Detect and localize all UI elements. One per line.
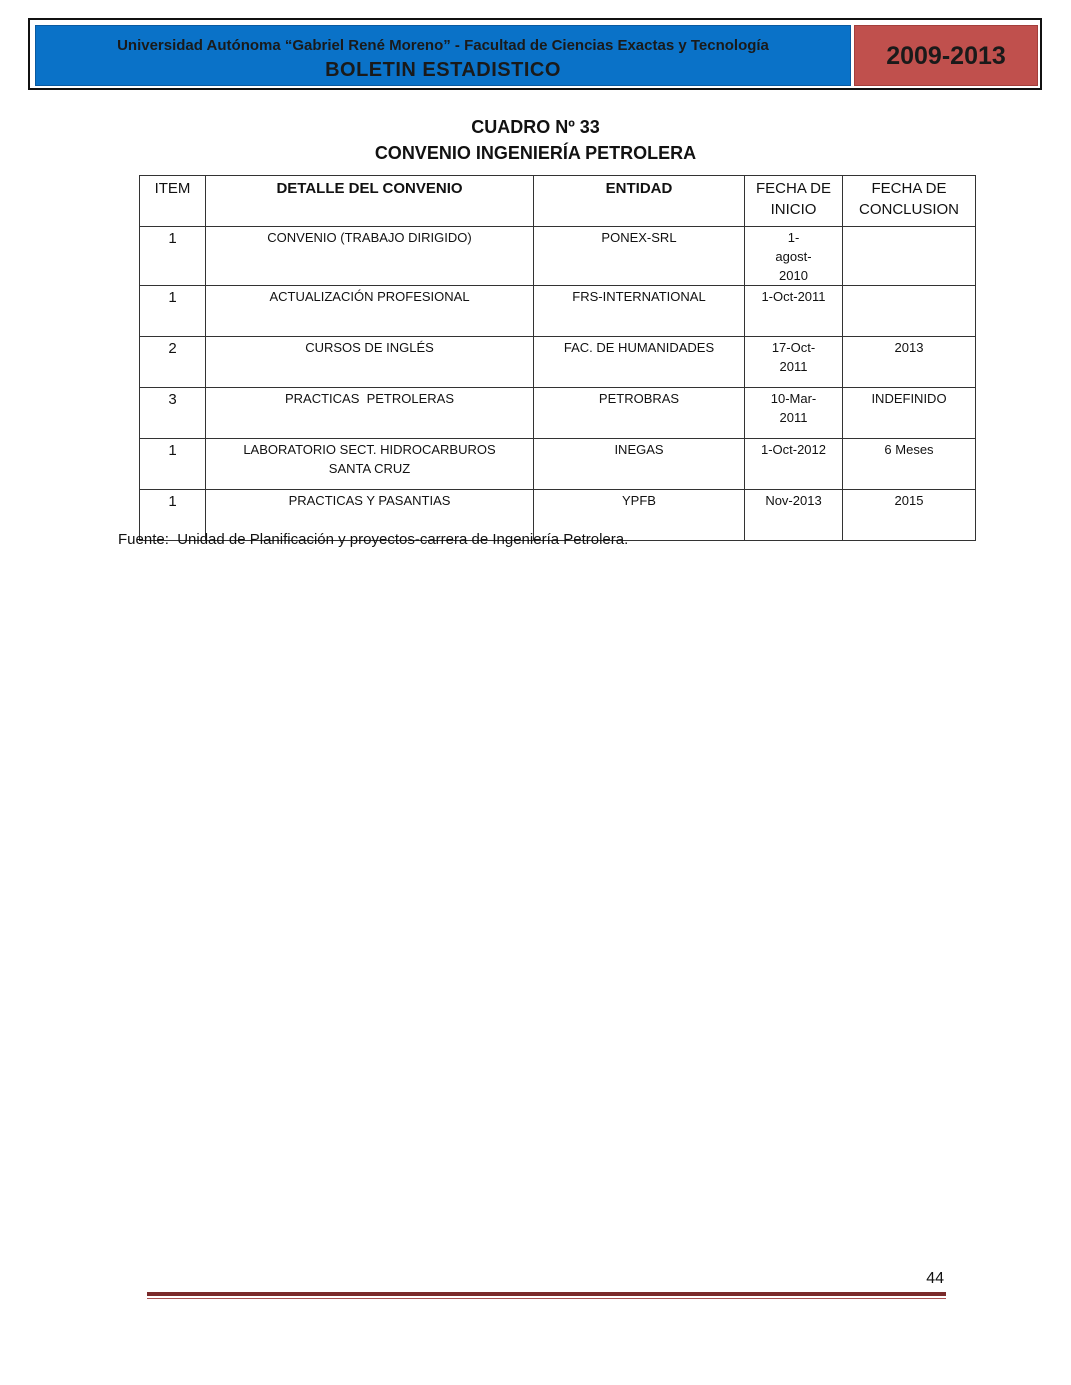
years-range: 2009-2013 [886,42,1006,70]
cell-fecha-inicio: 1-Oct-2012 [745,439,843,490]
table-row [140,388,976,439]
university-name: Universidad Autónoma “Gabriel René Moreno” - Facultad de Ciencias Exactas y Tecnología [117,37,769,54]
cell-entidad: PONEX-SRL [534,227,745,286]
table-row [140,439,976,490]
footer-rule [147,1292,946,1296]
cell-entidad: PETROBRAS [534,388,745,439]
cell-detalle: CURSOS DE INGLÉS [206,337,534,388]
footer-rule-thin [147,1298,946,1299]
table-row [140,337,976,388]
cell-fecha-inicio: 17-Oct-2011 [745,337,843,388]
cell-detalle: CONVENIO (TRABAJO DIRIGIDO) [206,227,534,286]
cell-fecha-conclusion: 2013 [843,337,976,388]
page-number: 44 [926,1270,944,1287]
source-note: Fuente: Unidad de Planificación y proyectos-carrera de Ingeniería Petrolera. [118,531,629,548]
cell-detalle: LABORATORIO SECT. HIDROCARBUROS SANTA CRUZ [206,439,534,490]
header-title-band [35,25,851,86]
cell-detalle: PRACTICAS PETROLERAS [206,388,534,439]
column-header-fecha-conclusion: FECHA DE CONCLUSION [843,176,976,227]
column-header-item: ITEM [140,176,206,227]
cell-item: 1 [140,227,206,286]
header-years-band [854,25,1038,86]
cell-item: 1 [140,286,206,337]
cell-item: 1 [140,490,206,541]
cell-detalle: PRACTICAS Y PASANTIAS [206,490,534,541]
table-row [140,227,976,286]
table-caption [0,114,1071,166]
column-header-fecha-inicio: FECHA DE INICIO [745,176,843,227]
cell-entidad: INEGAS [534,439,745,490]
cell-fecha-inicio: 1-agost-2010 [745,227,843,286]
cell-item: 2 [140,337,206,388]
cell-fecha-conclusion: 6 Meses [843,439,976,490]
bulletin-title: BOLETIN ESTADISTICO [325,59,561,81]
table-header-row [140,176,976,227]
column-header-entidad: ENTIDAD [534,176,745,227]
column-header-detalle: DETALLE DEL CONVENIO [206,176,534,227]
cell-entidad: FRS-INTERNATIONAL [534,286,745,337]
cell-fecha-inicio: Nov-2013 [745,490,843,541]
cell-fecha-inicio: 1-Oct-2011 [745,286,843,337]
cell-entidad: FAC. DE HUMANIDADES [534,337,745,388]
cell-detalle: ACTUALIZACIÓN PROFESIONAL [206,286,534,337]
cell-fecha-conclusion: 2015 [843,490,976,541]
cell-fecha-conclusion [843,227,976,286]
cell-item: 3 [140,388,206,439]
convenio-table [139,175,976,541]
cell-fecha-conclusion: INDEFINIDO [843,388,976,439]
cell-item: 1 [140,439,206,490]
cell-fecha-inicio: 10-Mar-2011 [745,388,843,439]
cuadro-number: CUADRO Nº 33 [471,117,600,137]
cell-entidad: YPFB [534,490,745,541]
table-row [140,286,976,337]
cuadro-title: CONVENIO INGENIERÍA PETROLERA [374,143,697,163]
cell-fecha-conclusion [843,286,976,337]
header-banner [28,18,1042,90]
